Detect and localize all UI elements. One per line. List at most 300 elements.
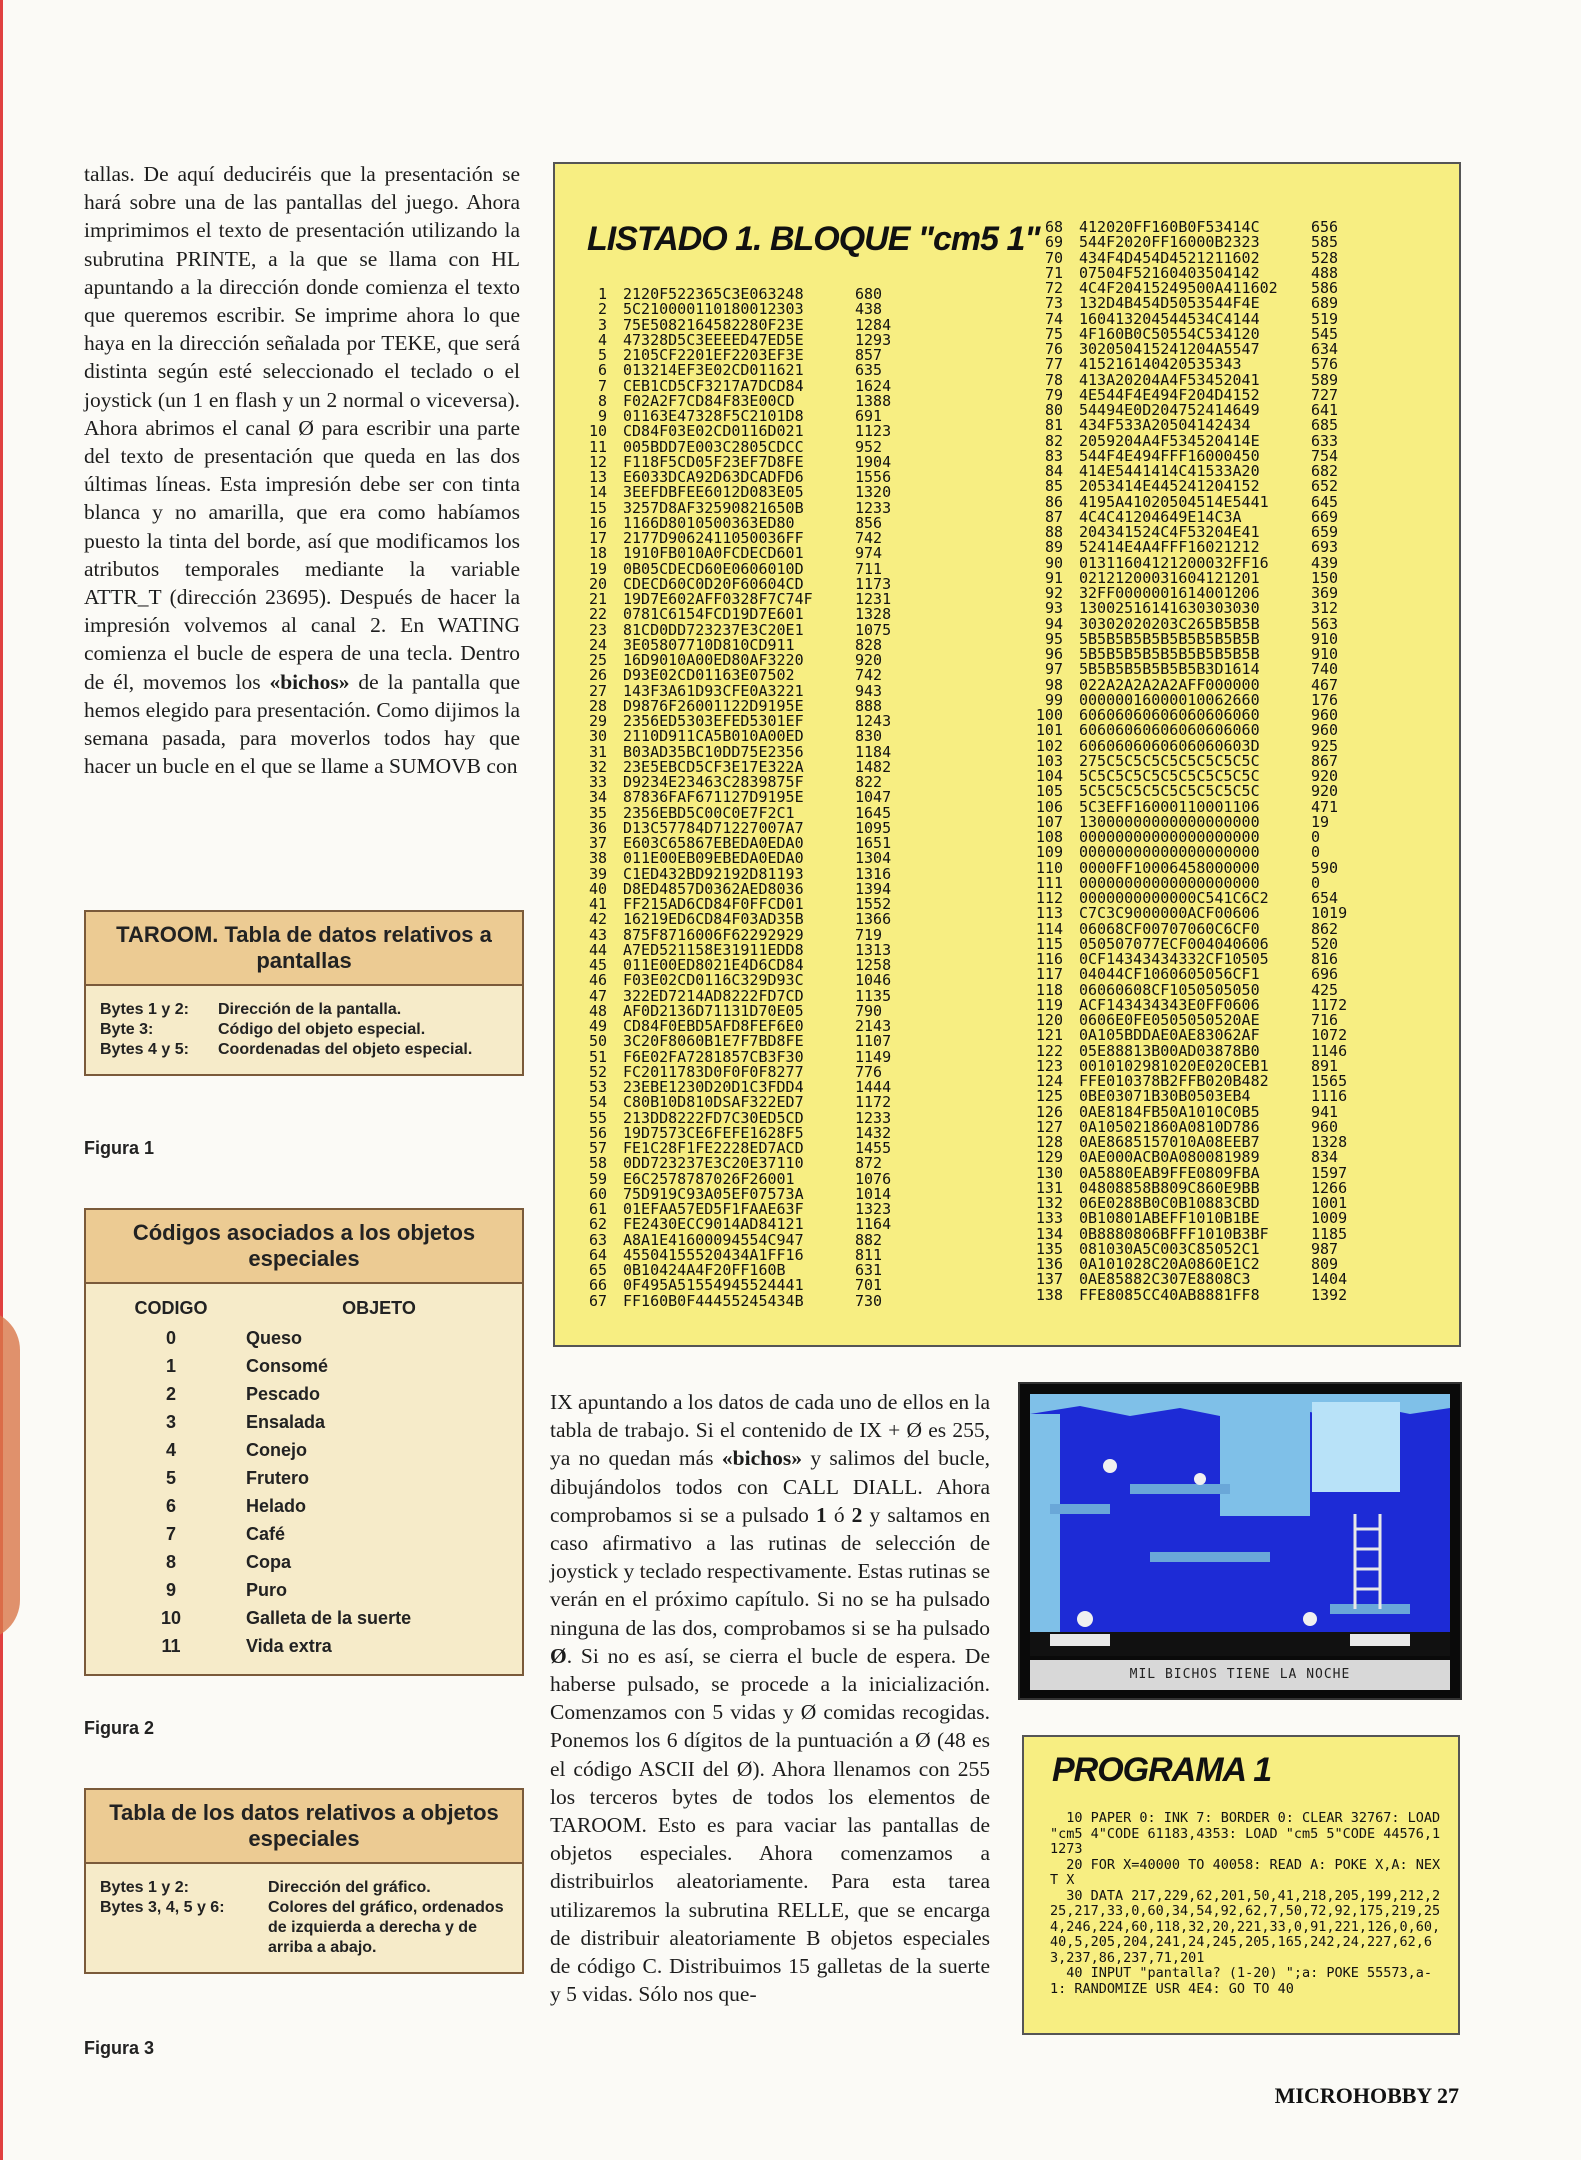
line-number: 35 bbox=[588, 803, 607, 822]
hex-data: 0B8880806BFFF1010B3BF bbox=[1079, 1224, 1269, 1243]
hex-data: 13002516141630303030 bbox=[1079, 599, 1260, 618]
line-number: 71 bbox=[1044, 263, 1063, 282]
figure-row-key: Bytes 3, 4, 5 y 6: bbox=[100, 1899, 225, 1916]
checksum: 1009 bbox=[1311, 1209, 1348, 1228]
hex-data: 3C20F8060B1E7F7BD8FE bbox=[623, 1032, 804, 1051]
checksum: 941 bbox=[1311, 1102, 1339, 1121]
code-value: 10 bbox=[160, 1608, 182, 1628]
figure-row-key: Bytes 1 y 2: bbox=[100, 1879, 189, 1896]
line-number: 3 bbox=[597, 315, 607, 334]
checksum: 1645 bbox=[855, 803, 892, 822]
hex-data: 00000016000010062660 bbox=[1079, 690, 1260, 709]
code-row bbox=[96, 1408, 512, 1436]
hex-data: 07504F52160403504142 bbox=[1079, 263, 1260, 282]
line-number: 50 bbox=[588, 1032, 607, 1051]
checksum: 1095 bbox=[855, 818, 892, 837]
figure3-box bbox=[84, 1788, 524, 1974]
hex-data: D9234E23463C2839875F bbox=[623, 773, 804, 791]
hex-data: 132D4B454D5053544F4E bbox=[1079, 294, 1260, 313]
hex-data: 0606E0FE0505050520AE bbox=[1079, 1011, 1260, 1029]
object-name: Café bbox=[246, 1524, 286, 1544]
figure-row bbox=[100, 1000, 508, 1020]
checksum: 1047 bbox=[855, 788, 892, 807]
line-number: 8 bbox=[597, 391, 607, 410]
line-number: 112 bbox=[1035, 889, 1063, 907]
line-number: 72 bbox=[1044, 279, 1063, 297]
line-number: 54 bbox=[588, 1093, 607, 1112]
hex-data: D9876F26001122D9195E bbox=[623, 696, 804, 715]
checksum: 816 bbox=[1311, 950, 1339, 968]
checksum: 1565 bbox=[1311, 1072, 1348, 1090]
hex-data: FF160B0F44455245434B bbox=[623, 1291, 804, 1310]
checksum: 1651 bbox=[855, 834, 892, 852]
code-row bbox=[96, 1492, 512, 1520]
middle-paragraph: IX apuntando a los datos de cada uno de ellos en la tabla de trabajo. Si el contenido de IX + Ø es 255, ya no quedan más «bichos» y salimos del bucle, dibujándolos todos con CALL DIALL. Ahora comprobamos si se a pulsado 1 ó 2 y saltamos en caso afirmativo a las rutinas de selección de joystick y teclado respectivamente. Estas rutinas se verán en el próximo capítulo. Si no se ha pulsado ninguna de las dos, comprobamos si se ha pulsado Ø. Si no es así, se cierra el bucle de espera. De haberse pulsado, se procede a la inicialización. Comenzamos con 5 vidas y Ø comidas recogidas. Ponemos los 6 dígitos de la puntuación a Ø (48 es el código ASCII del Ø). Ahora llenamos con 255 los terceros bytes de todos los elementos de TAROOM. Esto es para vaciar las pantallas de objetos especiales. Ahora comenzamos a distribuirlos aleatoriamente. Para esta tarea utilizaremos la subrutina RELLE, que se encarga de distribuir aleatoriamente B objetos especiales de código C. Distribuimos 15 galletas de la suerte y 5 vidas. Sólo nos que- bbox=[550, 1390, 991, 2007]
checksum: 471 bbox=[1311, 797, 1339, 816]
line-number: 17 bbox=[588, 529, 607, 547]
checksum: 652 bbox=[1311, 477, 1339, 496]
hex-data: F118F5CD05F23EF7D8FE bbox=[623, 452, 804, 471]
checksum: 811 bbox=[855, 1245, 883, 1264]
line-number: 130 bbox=[1035, 1163, 1063, 1182]
checksum: 960 bbox=[1311, 706, 1339, 724]
checksum: 1328 bbox=[1311, 1133, 1348, 1151]
hex-data: 434F533A20504142434 bbox=[1079, 416, 1251, 435]
hex-data: 16D9010A00ED80AF3220 bbox=[623, 651, 804, 669]
line-number: 52 bbox=[588, 1062, 607, 1081]
line-number: 15 bbox=[588, 498, 607, 517]
checksum: 631 bbox=[855, 1261, 883, 1279]
hex-data: 0A105BDDAE0AE83062AF bbox=[1079, 1026, 1260, 1045]
line-number: 25 bbox=[588, 651, 607, 669]
hex-data: 4C4F20415249500A411602 bbox=[1079, 279, 1278, 297]
line-number: 10 bbox=[588, 422, 607, 441]
checksum: 960 bbox=[1311, 1117, 1339, 1136]
line-number: 111 bbox=[1035, 873, 1063, 892]
line-number: 89 bbox=[1044, 538, 1063, 557]
checksum: 1164 bbox=[855, 1215, 892, 1234]
checksum: 645 bbox=[1311, 492, 1339, 511]
line-number: 94 bbox=[1044, 614, 1063, 633]
checksum: 867 bbox=[1311, 751, 1339, 770]
checksum: 1123 bbox=[855, 422, 892, 441]
line-number: 82 bbox=[1044, 431, 1063, 450]
line-number: 5 bbox=[597, 346, 607, 364]
hex-data: 52414E4A4FFF16021212 bbox=[1079, 538, 1260, 557]
code-row bbox=[96, 1380, 512, 1408]
page-footer: MICROHOBBY 27 bbox=[1274, 2083, 1459, 2108]
code-row bbox=[96, 1464, 512, 1492]
programa-box bbox=[1022, 1735, 1460, 2035]
line-number: 46 bbox=[588, 971, 607, 990]
checksum: 369 bbox=[1311, 584, 1339, 602]
listing-box bbox=[553, 162, 1461, 1347]
line-number: 125 bbox=[1035, 1087, 1063, 1106]
checksum: 1404 bbox=[1311, 1270, 1348, 1289]
col-code-header: CODIGO bbox=[134, 1298, 208, 1318]
hex-data: 544F4E494FFF16000450 bbox=[1079, 446, 1260, 465]
line-number: 63 bbox=[588, 1230, 607, 1249]
checksum: 691 bbox=[855, 407, 883, 425]
line-number: 117 bbox=[1035, 965, 1063, 984]
line-number: 100 bbox=[1035, 706, 1063, 724]
line-number: 11 bbox=[588, 437, 607, 456]
hex-data: 544F2020FF16000B2323 bbox=[1079, 233, 1260, 252]
checksum: 696 bbox=[1311, 965, 1339, 984]
hex-data: 434F4D454D4521211602 bbox=[1079, 248, 1260, 267]
figure-row bbox=[100, 1040, 508, 1060]
line-number: 106 bbox=[1035, 797, 1063, 816]
line-number: 51 bbox=[588, 1047, 607, 1066]
listing-title: LISTADO 1. BLOQUE "cm5 1" bbox=[587, 220, 1040, 258]
hex-data: 00000000000000000000 bbox=[1079, 843, 1260, 862]
hex-data: 60606060606060606060 bbox=[1079, 706, 1260, 724]
line-number: 24 bbox=[588, 635, 607, 654]
checksum: 1552 bbox=[855, 895, 892, 913]
checksum: 1146 bbox=[1311, 1041, 1348, 1060]
line-number: 27 bbox=[588, 681, 607, 700]
checksum: 882 bbox=[855, 1230, 883, 1249]
checksum: 711 bbox=[855, 559, 883, 578]
checksum: 1366 bbox=[855, 910, 892, 929]
hex-data: 0781C6154FCD19D7E601 bbox=[623, 605, 804, 624]
hex-data: 3E05807710D810CD911 bbox=[623, 635, 795, 654]
checksum: 910 bbox=[1311, 629, 1339, 648]
checksum: 1556 bbox=[855, 468, 892, 486]
checksum: 589 bbox=[1311, 370, 1339, 389]
checksum: 1075 bbox=[855, 620, 892, 639]
line-number: 39 bbox=[588, 864, 607, 883]
checksum: 1444 bbox=[855, 1078, 892, 1096]
checksum: 1076 bbox=[855, 1169, 892, 1188]
line-number: 74 bbox=[1044, 309, 1063, 328]
listing-line bbox=[1025, 1285, 1361, 1304]
line-number: 43 bbox=[588, 925, 607, 944]
hex-data: CEB1CD5CF3217A7DCD84 bbox=[623, 376, 804, 395]
hex-data: 322ED7214AD8222FD7CD bbox=[623, 986, 804, 1005]
checksum: 545 bbox=[1311, 324, 1339, 343]
checksum: 1072 bbox=[1311, 1026, 1348, 1045]
line-number: 62 bbox=[588, 1215, 607, 1234]
figure1-body bbox=[86, 986, 522, 1074]
code-value: 0 bbox=[165, 1328, 176, 1348]
line-number: 101 bbox=[1035, 721, 1063, 740]
line-number: 64 bbox=[588, 1245, 607, 1264]
hex-data: 5C3EFF16000110001106 bbox=[1079, 797, 1260, 816]
figure-row-value: Dirección de la pantalla. bbox=[218, 1001, 402, 1018]
hex-data: FE1C28F1FE2228ED7ACD bbox=[623, 1139, 804, 1157]
hex-data: 2059204A4F534520414E bbox=[1079, 431, 1260, 450]
checksum: 1046 bbox=[855, 971, 892, 990]
line-number: 14 bbox=[588, 483, 607, 502]
hex-data: 16219ED6CD84F03AD35B bbox=[623, 910, 804, 929]
hex-data: 0DD723237E3C20E37110 bbox=[623, 1154, 804, 1173]
line-number: 129 bbox=[1035, 1148, 1063, 1167]
checksum: 719 bbox=[855, 925, 883, 944]
checksum: 1432 bbox=[855, 1123, 892, 1142]
object-name: Puro bbox=[246, 1580, 288, 1600]
checksum: 685 bbox=[1311, 416, 1339, 435]
hex-data: FFE010378B2FFB020B482 bbox=[1079, 1072, 1269, 1090]
hex-data: 00000000000000000000 bbox=[1079, 873, 1260, 892]
line-number: 36 bbox=[588, 818, 607, 837]
checksum: 0 bbox=[1311, 843, 1321, 862]
code-value: 4 bbox=[165, 1440, 176, 1460]
line-number: 45 bbox=[588, 956, 607, 974]
line-number: 107 bbox=[1035, 812, 1063, 831]
hex-data: 04044CF1060605056CF1 bbox=[1079, 965, 1260, 984]
line-number: 83 bbox=[1044, 446, 1063, 465]
line-number: 34 bbox=[588, 788, 607, 807]
hex-data: 013214EF3E02CD011621 bbox=[623, 361, 804, 380]
figure-row-key: Byte 3: bbox=[100, 1021, 154, 1038]
line-number: 135 bbox=[1035, 1239, 1063, 1258]
line-number: 12 bbox=[588, 452, 607, 471]
checksum: 776 bbox=[855, 1062, 883, 1081]
line-number: 75 bbox=[1044, 324, 1063, 343]
hex-data: 413A20204A4F53452041 bbox=[1079, 370, 1260, 389]
bold-word: «bichos» bbox=[269, 669, 350, 694]
line-number: 47 bbox=[588, 986, 607, 1005]
figure3-title: Tabla de los datos relativos a objetos especiales bbox=[86, 1790, 522, 1864]
figure3-body bbox=[86, 1864, 522, 1972]
left-paragraph: tallas. De aquí deduciréis que la presentación se hará sobre una de las pantallas del juego. Ahora imprimimos el texto de presentación utilizando la subrutina PRINTE, a la que se llama con HL apuntando a la dirección donde comienza el texto que queremos escribir. Se imprime ahora lo que haya en la dirección señalada por TEKE, que será distinta según esté seleccionado el teclado o el joystick (un 1 en flash y un 2 normal o viceversa). Ahora abrimos el canal Ø para escribir una parte del texto de presentación que queda en las dos últimas líneas. Esta impresión debe ser con tinta blanca y no amarilla, que era como habíamos puesto la tinta del borde, así que modificamos los atributos temporales mediante la variable ATTR_T (dirección 23695). Después de hacer la impresión volvemos al canal 2. En WATING comienza el bucle de espera de una tecla. Dentro de él, movemos los «bichos» de la pantalla que hemos elegido para presentación. Como dijimos la semana pasada, para moverlos todos hay que hacer un bucle en el que se llame a SUMOVB con bbox=[84, 162, 520, 779]
hex-data: F02A2F7CD84F83E00CD bbox=[623, 391, 795, 410]
code-row bbox=[96, 1352, 512, 1380]
checksum: 740 bbox=[1311, 660, 1339, 679]
line-number: 29 bbox=[588, 712, 607, 730]
line-number: 18 bbox=[588, 544, 607, 563]
hex-data: 5C5C5C5C5C5C5C5C5C5C bbox=[1079, 767, 1260, 785]
decorative-illustration bbox=[0, 1310, 20, 1640]
checksum: 693 bbox=[1311, 538, 1339, 557]
checksum: 633 bbox=[1311, 431, 1339, 450]
checksum: 872 bbox=[855, 1154, 883, 1173]
line-number: 80 bbox=[1044, 401, 1063, 419]
checksum: 920 bbox=[1311, 782, 1339, 801]
checksum: 920 bbox=[1311, 767, 1339, 785]
line-number: 44 bbox=[588, 940, 607, 959]
object-name: Ensalada bbox=[246, 1412, 326, 1432]
line-number: 66 bbox=[588, 1276, 607, 1295]
line-number: 131 bbox=[1035, 1178, 1063, 1197]
checksum: 1116 bbox=[1311, 1087, 1348, 1106]
codes-table bbox=[96, 1294, 512, 1660]
line-number: 138 bbox=[1035, 1285, 1063, 1304]
hex-data: 0B05CDECD60E0606010D bbox=[623, 559, 804, 578]
programa-title: PROGRAMA 1 bbox=[1052, 1751, 1272, 1789]
line-number: 55 bbox=[588, 1108, 607, 1127]
hex-data: 6060606060606060603D bbox=[1079, 736, 1260, 755]
checksum: 1149 bbox=[855, 1047, 892, 1066]
line-number: 136 bbox=[1035, 1255, 1063, 1273]
hex-data: 875F8716006F62292929 bbox=[623, 925, 804, 944]
line-number: 98 bbox=[1044, 675, 1063, 694]
checksum: 682 bbox=[1311, 462, 1339, 480]
code-row bbox=[96, 1324, 512, 1352]
line-number: 137 bbox=[1035, 1270, 1063, 1289]
checksum: 656 bbox=[1311, 218, 1339, 236]
hex-data: A8A1E41600094554C947 bbox=[623, 1230, 804, 1249]
checksum: 742 bbox=[855, 666, 883, 685]
object-name: Helado bbox=[246, 1496, 307, 1516]
checksum: 834 bbox=[1311, 1148, 1339, 1167]
line-number: 9 bbox=[597, 407, 607, 425]
checksum: 0 bbox=[1311, 828, 1321, 846]
checksum: 809 bbox=[1311, 1255, 1339, 1273]
hex-data: ACF143434343E0FF0606 bbox=[1079, 995, 1260, 1014]
checksum: 730 bbox=[855, 1291, 883, 1310]
checksum: 862 bbox=[1311, 919, 1339, 938]
hex-data: CD84F03E02CD0116D021 bbox=[623, 422, 804, 441]
figure1-box bbox=[84, 910, 524, 1076]
checksum: 1107 bbox=[855, 1032, 892, 1051]
checksum: 1316 bbox=[855, 864, 892, 883]
line-number: 53 bbox=[588, 1078, 607, 1096]
figure2-title: Códigos asociados a los objetos especiales bbox=[86, 1210, 522, 1284]
checksum: 528 bbox=[1311, 248, 1339, 267]
checksum: 659 bbox=[1311, 523, 1339, 541]
checksum: 586 bbox=[1311, 279, 1339, 297]
line-number: 58 bbox=[588, 1154, 607, 1173]
checksum: 438 bbox=[855, 300, 883, 319]
figure-row-value: Colores del gráfico, ordenados de izquierda a derecha y de arriba a abajo. bbox=[268, 1899, 504, 1956]
hex-data: 011E00EB09EBEDA0EDA0 bbox=[623, 849, 804, 868]
line-number: 88 bbox=[1044, 523, 1063, 541]
hex-data: C7C3C9000000ACF00606 bbox=[1079, 904, 1260, 923]
checksum: 1233 bbox=[855, 1108, 892, 1127]
hex-data: 415216140420535343 bbox=[1079, 355, 1242, 374]
line-number: 41 bbox=[588, 895, 607, 913]
line-number: 96 bbox=[1044, 645, 1063, 663]
checksum: 1388 bbox=[855, 391, 892, 410]
line-number: 84 bbox=[1044, 462, 1063, 480]
line-number: 59 bbox=[588, 1169, 607, 1188]
hex-data: FC2011783D0F0F0F8277 bbox=[623, 1062, 804, 1081]
hex-data: 2177D9062411050036FF bbox=[623, 529, 804, 547]
line-number: 95 bbox=[1044, 629, 1063, 648]
hex-data: 75E5082164582280F23E bbox=[623, 315, 804, 334]
checksum: 1266 bbox=[1311, 1178, 1348, 1197]
code-row bbox=[96, 1520, 512, 1548]
hex-data: 160413204544534C4144 bbox=[1079, 309, 1260, 328]
line-number: 23 bbox=[588, 620, 607, 639]
line-number: 6 bbox=[597, 361, 607, 380]
hex-data: 01EFAA57ED5F1FAAE63F bbox=[623, 1200, 804, 1218]
checksum: 828 bbox=[855, 635, 883, 654]
checksum: 1258 bbox=[855, 956, 892, 974]
hex-data: 1166D8010500363ED80 bbox=[623, 513, 795, 532]
line-number: 126 bbox=[1035, 1102, 1063, 1121]
line-number: 132 bbox=[1035, 1194, 1063, 1212]
hex-data: 5B5B5B5B5B5B5B3D1614 bbox=[1079, 660, 1260, 679]
hex-data: 022A2A2A2A2AFF000000 bbox=[1079, 675, 1260, 694]
checksum: 1597 bbox=[1311, 1163, 1348, 1182]
checksum: 822 bbox=[855, 773, 883, 791]
checksum: 790 bbox=[855, 1001, 883, 1020]
checksum: 654 bbox=[1311, 889, 1339, 907]
hex-data: 01163E47328F5C2101D8 bbox=[623, 407, 804, 425]
hex-data: 412020FF160B0F53414C bbox=[1079, 218, 1260, 236]
checksum: 910 bbox=[1311, 645, 1339, 663]
line-number: 2 bbox=[597, 300, 607, 319]
line-number: 69 bbox=[1044, 233, 1063, 252]
hex-data: 0AE000ACB0A080081989 bbox=[1079, 1148, 1260, 1167]
hex-data: 213DD8222FD7C30ED5CD bbox=[623, 1108, 804, 1127]
line-number: 56 bbox=[588, 1123, 607, 1142]
checksum: 439 bbox=[1311, 553, 1339, 572]
checksum: 312 bbox=[1311, 599, 1339, 618]
hex-data: 0A5880EAB9FFE0809FBA bbox=[1079, 1163, 1260, 1182]
hex-data: D13C57784D71227007A7 bbox=[623, 818, 804, 837]
checksum: 1014 bbox=[855, 1184, 892, 1203]
line-number: 1 bbox=[597, 285, 607, 303]
line-number: 32 bbox=[588, 757, 607, 776]
line-number: 28 bbox=[588, 696, 607, 715]
hex-data: 05E88813B00AD03878B0 bbox=[1079, 1041, 1260, 1060]
code-row bbox=[96, 1632, 512, 1660]
line-number: 134 bbox=[1035, 1224, 1063, 1243]
hex-data: 050507077ECF004040606 bbox=[1079, 934, 1269, 953]
hex-data: F03E02CD0116C329D93C bbox=[623, 971, 804, 990]
line-number: 19 bbox=[588, 559, 607, 578]
figure-row-value: Código del objeto especial. bbox=[218, 1021, 426, 1038]
hex-data: 2356ED5303EFED5301EF bbox=[623, 712, 804, 730]
hex-data: 5B5B5B5B5B5B5B5B5B5B bbox=[1079, 629, 1260, 648]
figure2-box bbox=[84, 1208, 524, 1676]
checksum: 176 bbox=[1311, 690, 1339, 709]
hex-data: AF0D2136D71131D70E05 bbox=[623, 1001, 804, 1020]
checksum: 1482 bbox=[855, 757, 892, 776]
hex-data: 54494E0D204752414649 bbox=[1079, 401, 1260, 419]
hex-data: 04808858B809C860E9BB bbox=[1079, 1178, 1260, 1197]
checksum: 1320 bbox=[855, 483, 892, 502]
code-value: 11 bbox=[161, 1636, 181, 1656]
code-value: 5 bbox=[165, 1468, 176, 1488]
checksum: 0 bbox=[1311, 873, 1321, 892]
checksum: 467 bbox=[1311, 675, 1339, 694]
line-number: 68 bbox=[1044, 218, 1063, 236]
line-number: 108 bbox=[1035, 828, 1063, 846]
checksum: 1001 bbox=[1311, 1194, 1348, 1212]
hex-data: 19D7573CE6FEFE1628F5 bbox=[623, 1123, 804, 1142]
line-number: 67 bbox=[588, 1291, 607, 1310]
checksum: 1233 bbox=[855, 498, 892, 517]
hex-data: 5C5C5C5C5C5C5C5C5C5C bbox=[1079, 782, 1260, 801]
checksum: 742 bbox=[855, 529, 883, 547]
figure-row-key: Bytes 4 y 5: bbox=[100, 1041, 189, 1058]
object-name: Frutero bbox=[246, 1468, 309, 1488]
checksum: 1304 bbox=[855, 849, 892, 868]
checksum: 1172 bbox=[855, 1093, 892, 1112]
figure3-caption: Figura 3 bbox=[84, 2038, 155, 2058]
checksum: 830 bbox=[855, 727, 883, 746]
line-number: 105 bbox=[1035, 782, 1063, 801]
line-number: 90 bbox=[1044, 553, 1063, 572]
checksum: 590 bbox=[1311, 858, 1339, 877]
hex-data: 06068CF00707060C6CF0 bbox=[1079, 919, 1260, 938]
line-number: 65 bbox=[588, 1261, 607, 1279]
checksum: 520 bbox=[1311, 934, 1339, 953]
line-number: 103 bbox=[1035, 751, 1063, 770]
hex-data: A7ED521158E31911EDD8 bbox=[623, 940, 804, 959]
object-name: Consomé bbox=[246, 1356, 329, 1376]
line-number: 110 bbox=[1035, 858, 1063, 877]
line-number: 16 bbox=[588, 513, 607, 532]
object-name: Pescado bbox=[246, 1384, 321, 1404]
hex-data: 0AE8685157010A08EEB7 bbox=[1079, 1133, 1260, 1151]
checksum: 1284 bbox=[855, 315, 892, 334]
